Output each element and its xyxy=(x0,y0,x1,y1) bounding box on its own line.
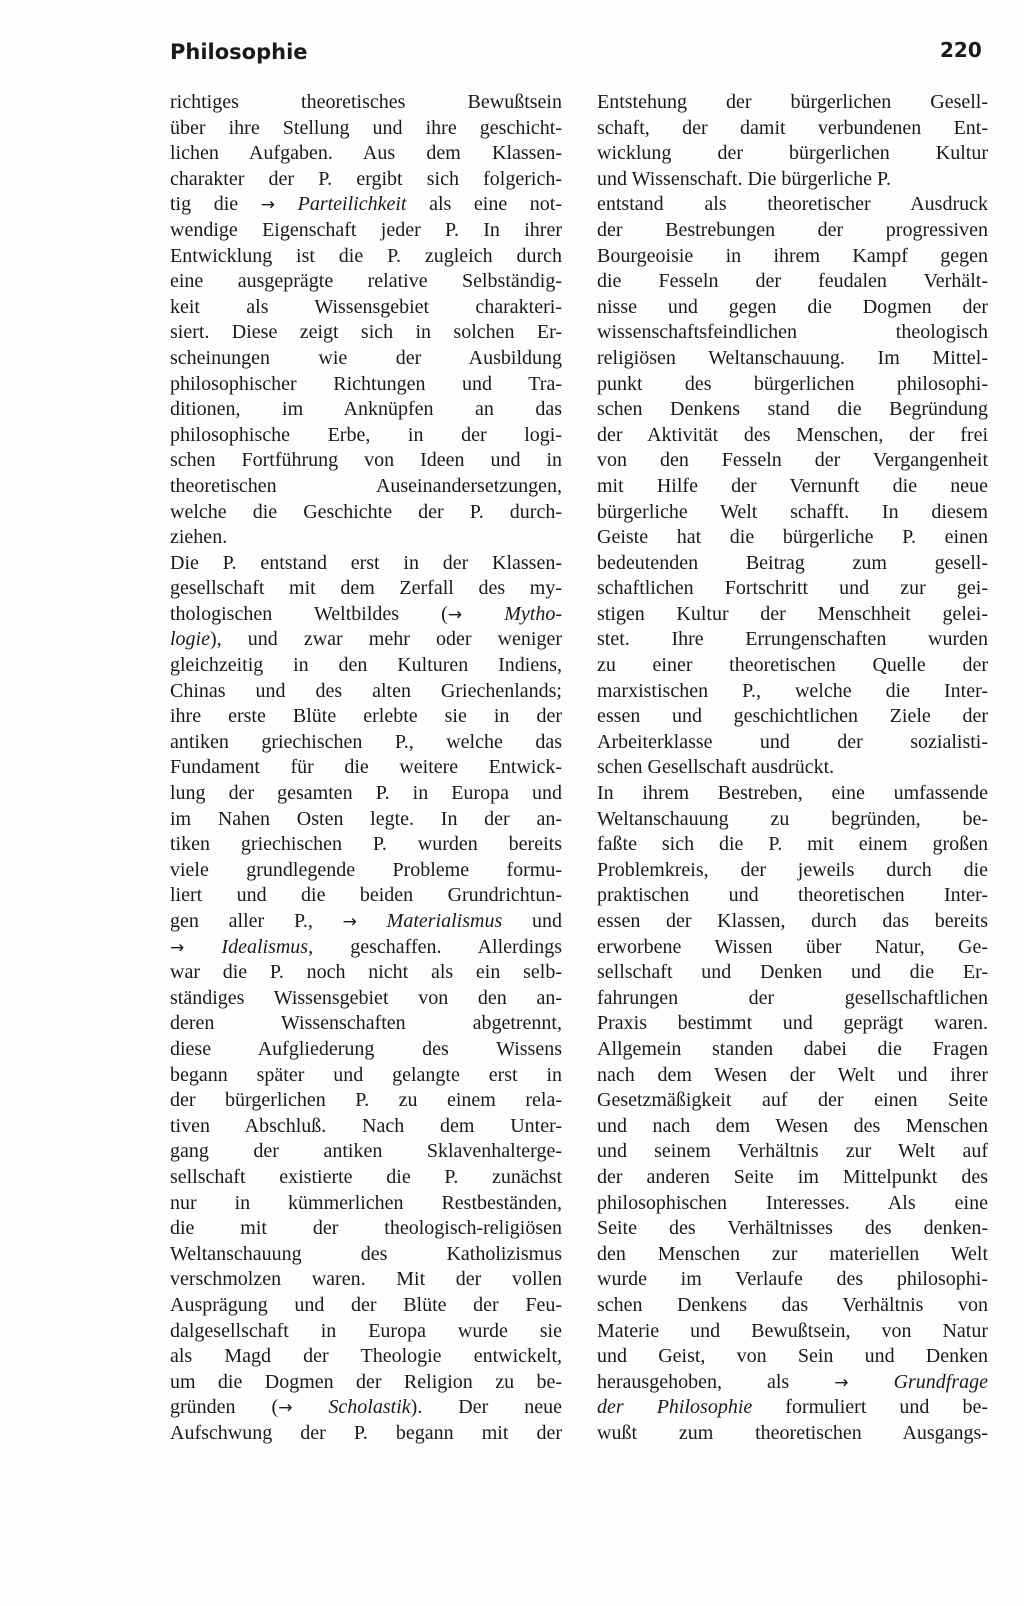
line-text: gen aller P., xyxy=(170,910,343,932)
line-text: Bourgeoisie in ihrem Kampf gegen xyxy=(597,244,988,267)
line-text: philosophische Erbe, in der logi- xyxy=(170,423,562,446)
line-text: von den Fesseln der Vergangenheit xyxy=(597,449,988,472)
text-line xyxy=(597,448,988,474)
line-text: mit Hilfe der Vernunft die neue xyxy=(597,474,988,497)
text-line xyxy=(597,1088,988,1114)
line-text: thologischen Weltbildes ( xyxy=(170,602,448,625)
line-text: lichen Aufgaben. Aus dem Klassen- xyxy=(170,142,562,165)
cross-reference-arrow-icon: → xyxy=(447,604,463,625)
text-line xyxy=(170,602,562,628)
line-text: die Fesseln der feudalen Verhält- xyxy=(597,270,988,293)
line-text: ihre erste Blüte erlebte sie in der xyxy=(170,705,562,728)
line-text xyxy=(849,1371,894,1393)
text-line xyxy=(597,141,988,167)
line-text: lung der gesamten P. in Europa und xyxy=(170,782,562,805)
text-line xyxy=(597,320,988,346)
text-line xyxy=(170,1216,562,1242)
line-text: der anderen Seite im Mittelpunkt des xyxy=(597,1165,988,1188)
text-line xyxy=(597,704,988,730)
text-line xyxy=(597,807,988,833)
text-line xyxy=(170,1421,562,1447)
text-line xyxy=(170,141,562,167)
line-text: wurde im Verlaufe des philosophi- xyxy=(597,1268,988,1291)
line-text xyxy=(462,603,504,625)
line-text: und Geist, von Sein und Denken xyxy=(597,1345,988,1368)
text-line xyxy=(170,1293,562,1319)
line-text: ), und zwar mehr oder weniger xyxy=(210,628,562,651)
line-text: tig die xyxy=(170,193,261,216)
text-line xyxy=(170,960,562,986)
line-text: Entstehung der bürgerlichen Gesell- xyxy=(597,91,988,113)
line-text xyxy=(292,1396,328,1418)
line-text: als Magd der Theologie entwickelt, xyxy=(170,1345,562,1368)
line-text xyxy=(357,910,387,932)
text-line xyxy=(597,269,988,295)
cross-reference-term: Materialismus xyxy=(386,910,503,932)
line-text xyxy=(184,936,221,958)
line-text: richtiges theoretisches Bewußtsein xyxy=(170,91,562,113)
line-text: schaftlichen Fortschritt und zur gei- xyxy=(597,577,988,600)
text-line xyxy=(170,192,562,218)
text-line xyxy=(170,1037,562,1063)
line-text: ditionen, im Anknüpfen an das xyxy=(170,398,562,421)
line-text: und nach dem Wesen des Menschen xyxy=(597,1114,988,1137)
cross-reference-term: Mytho- xyxy=(504,602,562,625)
text-line xyxy=(597,679,988,705)
text-line xyxy=(170,730,562,756)
line-text: welche die Geschichte der P. durch- xyxy=(170,500,562,523)
line-text: Fundament für die weitere Entwick- xyxy=(170,756,562,779)
line-text: und xyxy=(502,910,562,932)
text-line xyxy=(170,576,562,602)
line-text: Weltanschauung des Katholizismus xyxy=(170,1242,562,1265)
line-text: schen Fortführung von Ideen und in xyxy=(170,449,562,472)
text-line xyxy=(597,781,988,807)
text-line xyxy=(597,627,988,653)
line-text: verschmolzen waren. Mit der vollen xyxy=(170,1268,562,1291)
text-line xyxy=(597,1421,988,1447)
line-text: war die P. noch nicht als ein selb- xyxy=(170,961,562,984)
text-line xyxy=(170,935,562,961)
text-line xyxy=(597,423,988,449)
text-line xyxy=(597,986,988,1012)
line-text: zu einer theoretischen Quelle der xyxy=(597,654,988,677)
text-line xyxy=(597,909,988,935)
text-line xyxy=(170,1370,562,1396)
text-line xyxy=(170,218,562,244)
text-line xyxy=(170,320,562,346)
line-text: sellschaft und Denken und die Er- xyxy=(597,961,988,984)
line-text: marxistischen P., welche die Inter- xyxy=(597,679,988,702)
line-text: essen der Klassen, durch das bereits xyxy=(597,910,988,932)
line-text: punkt des bürgerlichen philosophi- xyxy=(597,372,988,395)
text-line xyxy=(170,90,562,116)
text-line xyxy=(597,1139,988,1165)
text-line xyxy=(597,1114,988,1140)
text-line xyxy=(170,1242,562,1268)
text-line xyxy=(170,832,562,858)
line-text: philosophischen Interesses. Als eine xyxy=(597,1191,988,1214)
text-line xyxy=(170,704,562,730)
line-text: religiösen Weltanschauung. Im Mittel- xyxy=(597,346,988,369)
line-text: wußt zum theoretischen Ausgangs- xyxy=(597,1421,988,1444)
text-line xyxy=(597,1216,988,1242)
line-text: viele grundlegende Probleme formu- xyxy=(170,858,562,881)
line-text: Chinas und des alten Griechenlands; xyxy=(170,679,562,702)
line-text: schen Denkens stand die Begründung xyxy=(597,398,988,421)
line-text: erworbene Wissen über Natur, Ge- xyxy=(597,935,988,958)
line-text: stet. Ihre Errungenschaften wurden xyxy=(597,628,988,651)
text-line xyxy=(170,781,562,807)
line-text: bürgerliche Welt schafft. In diesem xyxy=(597,500,988,523)
line-text: praktischen und theoretischen Inter- xyxy=(597,884,988,907)
text-line xyxy=(597,883,988,909)
line-text: herausgehoben, als xyxy=(597,1370,835,1393)
text-line xyxy=(170,500,562,526)
line-text: nisse und gegen die Dogmen der xyxy=(597,295,988,318)
line-text: die mit der theologisch-religiösen xyxy=(170,1217,562,1240)
line-text: Seite des Verhältnisses des denken- xyxy=(597,1217,988,1240)
line-text: charakter der P. ergibt sich folgerich- xyxy=(170,167,562,190)
line-text: gang der antiken Sklavenhalterge- xyxy=(170,1140,562,1163)
line-text: , geschaffen. Allerdings xyxy=(308,935,562,958)
line-text: Weltanschauung zu begründen, be- xyxy=(597,807,988,830)
line-text: ziehen. xyxy=(170,526,228,549)
line-text: tiven Abschluß. Nach dem Unter- xyxy=(170,1114,562,1137)
text-line xyxy=(597,1037,988,1063)
left-column xyxy=(170,90,562,1446)
line-text: wissenschaftsfeindlichen theologisch xyxy=(597,321,988,344)
text-line xyxy=(597,1267,988,1293)
text-line xyxy=(597,1344,988,1370)
cross-reference-term: Scholastik xyxy=(328,1396,411,1419)
line-text xyxy=(275,193,298,215)
line-text: theoretischen Auseinandersetzungen, xyxy=(170,474,562,497)
text-line xyxy=(170,1063,562,1089)
text-line xyxy=(170,627,562,653)
text-line xyxy=(597,1063,988,1089)
line-text: Ausprägung und der Blüte der Feu- xyxy=(170,1293,562,1316)
text-line xyxy=(597,500,988,526)
text-line xyxy=(597,244,988,270)
text-line xyxy=(170,372,562,398)
page-number: 220 xyxy=(940,38,982,62)
text-line xyxy=(170,883,562,909)
line-text: entstand als theoretischer Ausdruck xyxy=(597,193,988,216)
text-line xyxy=(597,602,988,628)
text-line xyxy=(597,755,988,781)
line-text: Praxis bestimmt und geprägt waren. xyxy=(597,1012,988,1035)
text-line xyxy=(170,1139,562,1165)
text-line xyxy=(597,935,988,961)
line-text: um die Dogmen der Religion zu be- xyxy=(170,1370,562,1393)
line-text: nur in kümmerlichen Restbeständen, xyxy=(170,1191,562,1214)
line-text: ). Der neue xyxy=(410,1396,562,1419)
text-line xyxy=(597,832,988,858)
line-text: und Wissenschaft. Die bürgerliche P. xyxy=(597,167,891,190)
line-text: ständiges Wissensgebiet von den an- xyxy=(170,986,562,1009)
line-text: Allgemein standen dabei die Fragen xyxy=(597,1037,988,1060)
line-text: Aufschwung der P. begann mit der xyxy=(170,1421,562,1444)
cross-reference-term: Grundfrage xyxy=(893,1370,988,1393)
line-text: In ihrem Bestreben, eine umfassende xyxy=(597,782,988,805)
text-line xyxy=(170,525,562,551)
line-text: Geiste hat die bürgerliche P. einen xyxy=(597,526,988,549)
text-line xyxy=(170,397,562,423)
cross-reference-arrow-icon: → xyxy=(342,912,357,932)
text-line xyxy=(597,1165,988,1191)
cross-reference-term: logie xyxy=(170,628,210,651)
line-text: eine ausgeprägte relative Selbständig- xyxy=(170,270,562,293)
line-text: bedeutenden Beitrag zum gesell- xyxy=(597,551,988,574)
text-line xyxy=(170,755,562,781)
text-line xyxy=(597,372,988,398)
line-text: nach dem Wesen der Welt und ihrer xyxy=(597,1063,988,1086)
text-line xyxy=(170,116,562,142)
line-text: philosophischer Richtungen und Tra- xyxy=(170,372,562,395)
line-text: siert. Diese zeigt sich in solchen Er- xyxy=(170,321,562,344)
line-text: faßte sich die P. mit einem großen xyxy=(597,833,988,856)
line-text: Gesetzmäßigkeit auf der einen Seite xyxy=(597,1089,988,1112)
cross-reference-arrow-icon: → xyxy=(260,195,275,216)
text-line xyxy=(597,167,988,193)
cross-reference-term: Idealismus xyxy=(221,935,309,958)
text-line xyxy=(597,192,988,218)
line-text: keit als Wissensgebiet charakteri- xyxy=(170,295,562,318)
text-line xyxy=(170,1165,562,1191)
line-text: gründen ( xyxy=(170,1396,279,1419)
text-line xyxy=(170,653,562,679)
line-text: gesellschaft mit dem Zerfall des my- xyxy=(170,577,562,600)
line-text: der Bestrebungen der progressiven xyxy=(597,218,988,241)
text-line xyxy=(170,679,562,705)
line-text: diese Aufgliederung des Wissens xyxy=(170,1037,562,1060)
text-line xyxy=(170,909,562,935)
text-line xyxy=(170,858,562,884)
line-text: im Nahen Osten legte. In der an- xyxy=(170,807,562,830)
text-line xyxy=(170,448,562,474)
text-line xyxy=(597,1370,988,1396)
line-text: formuliert und be- xyxy=(752,1396,988,1419)
line-text: schaft, der damit verbundenen Ent- xyxy=(597,116,988,139)
text-line xyxy=(597,653,988,679)
line-text: dalgesellschaft in Europa wurde sie xyxy=(170,1319,562,1342)
text-line xyxy=(170,986,562,1012)
line-text: wendige Eigenschaft jeder P. In ihrer xyxy=(170,218,562,241)
text-line xyxy=(170,551,562,577)
line-text: essen und geschichtlichen Ziele der xyxy=(597,705,988,728)
line-text: schen Denkens das Verhältnis von xyxy=(597,1293,988,1316)
text-line xyxy=(597,1191,988,1217)
text-line xyxy=(170,1114,562,1140)
line-text: als eine not- xyxy=(406,193,562,216)
text-line xyxy=(170,1267,562,1293)
text-line xyxy=(170,167,562,193)
line-text: deren Wissenschaften abgetrennt, xyxy=(170,1012,562,1035)
text-line xyxy=(597,960,988,986)
text-line xyxy=(597,295,988,321)
text-line xyxy=(597,346,988,372)
text-line xyxy=(170,1011,562,1037)
text-line xyxy=(170,474,562,500)
line-text: scheinungen wie der Ausbildung xyxy=(170,346,562,369)
text-line xyxy=(597,116,988,142)
text-line xyxy=(170,244,562,270)
line-text: stigen Kultur der Menschheit gelei- xyxy=(597,602,988,625)
line-text: Arbeiterklasse und der sozialisti- xyxy=(597,730,988,753)
text-line xyxy=(170,269,562,295)
cross-reference-term: Parteilichkeit xyxy=(297,193,407,216)
line-text: sellschaft existierte die P. zunächst xyxy=(170,1165,562,1188)
cross-reference-arrow-icon: → xyxy=(170,937,185,958)
right-column xyxy=(597,90,988,1446)
text-line xyxy=(597,218,988,244)
line-text: über ihre Stellung und ihre geschicht- xyxy=(170,116,562,139)
line-text: und seinem Verhältnis zur Welt auf xyxy=(597,1140,988,1163)
text-line xyxy=(597,1319,988,1345)
line-text: schen Gesellschaft ausdrückt. xyxy=(597,756,835,779)
text-line xyxy=(170,295,562,321)
cross-reference-arrow-icon: → xyxy=(278,1398,293,1419)
cross-reference-arrow-icon: → xyxy=(834,1372,849,1393)
text-line xyxy=(170,423,562,449)
text-line xyxy=(597,525,988,551)
cross-reference-term: der Philosophie xyxy=(597,1396,753,1419)
line-text: tiken griechischen P. wurden bereits xyxy=(170,833,562,856)
text-line xyxy=(597,730,988,756)
line-text: wicklung der bürgerlichen Kultur xyxy=(597,142,988,165)
text-line xyxy=(597,397,988,423)
text-line xyxy=(170,1319,562,1345)
text-line xyxy=(597,1395,988,1421)
text-line xyxy=(597,1242,988,1268)
running-head: Philosophie xyxy=(170,40,308,64)
line-text: der bürgerlichen P. zu einem rela- xyxy=(170,1089,562,1112)
line-text: der Aktivität des Menschen, der frei xyxy=(597,423,988,446)
line-text: Problemkreis, der jeweils durch die xyxy=(597,858,988,881)
text-line xyxy=(597,90,988,116)
line-text: Entwicklung ist die P. zugleich durch xyxy=(170,244,562,267)
line-text: Die P. entstand erst in der Klassen- xyxy=(170,551,562,574)
line-text: Materie und Bewußtsein, von Natur xyxy=(597,1319,988,1342)
text-line xyxy=(170,1344,562,1370)
line-text: begann später und gelangte erst in xyxy=(170,1063,562,1086)
line-text: liert und die beiden Grundrichtun- xyxy=(170,884,562,907)
text-line xyxy=(597,474,988,500)
text-line xyxy=(597,1293,988,1319)
line-text: fahrungen der gesellschaftlichen xyxy=(597,986,988,1009)
text-line xyxy=(170,1395,562,1421)
text-line xyxy=(597,576,988,602)
text-line xyxy=(597,858,988,884)
line-text: den Menschen zur materiellen Welt xyxy=(597,1242,988,1265)
text-line xyxy=(170,1088,562,1114)
text-line xyxy=(170,1191,562,1217)
line-text: antiken griechischen P., welche das xyxy=(170,730,562,753)
text-line xyxy=(170,807,562,833)
text-line xyxy=(597,1011,988,1037)
line-text: gleichzeitig in den Kulturen Indiens, xyxy=(170,654,562,677)
text-line xyxy=(597,551,988,577)
text-line xyxy=(170,346,562,372)
